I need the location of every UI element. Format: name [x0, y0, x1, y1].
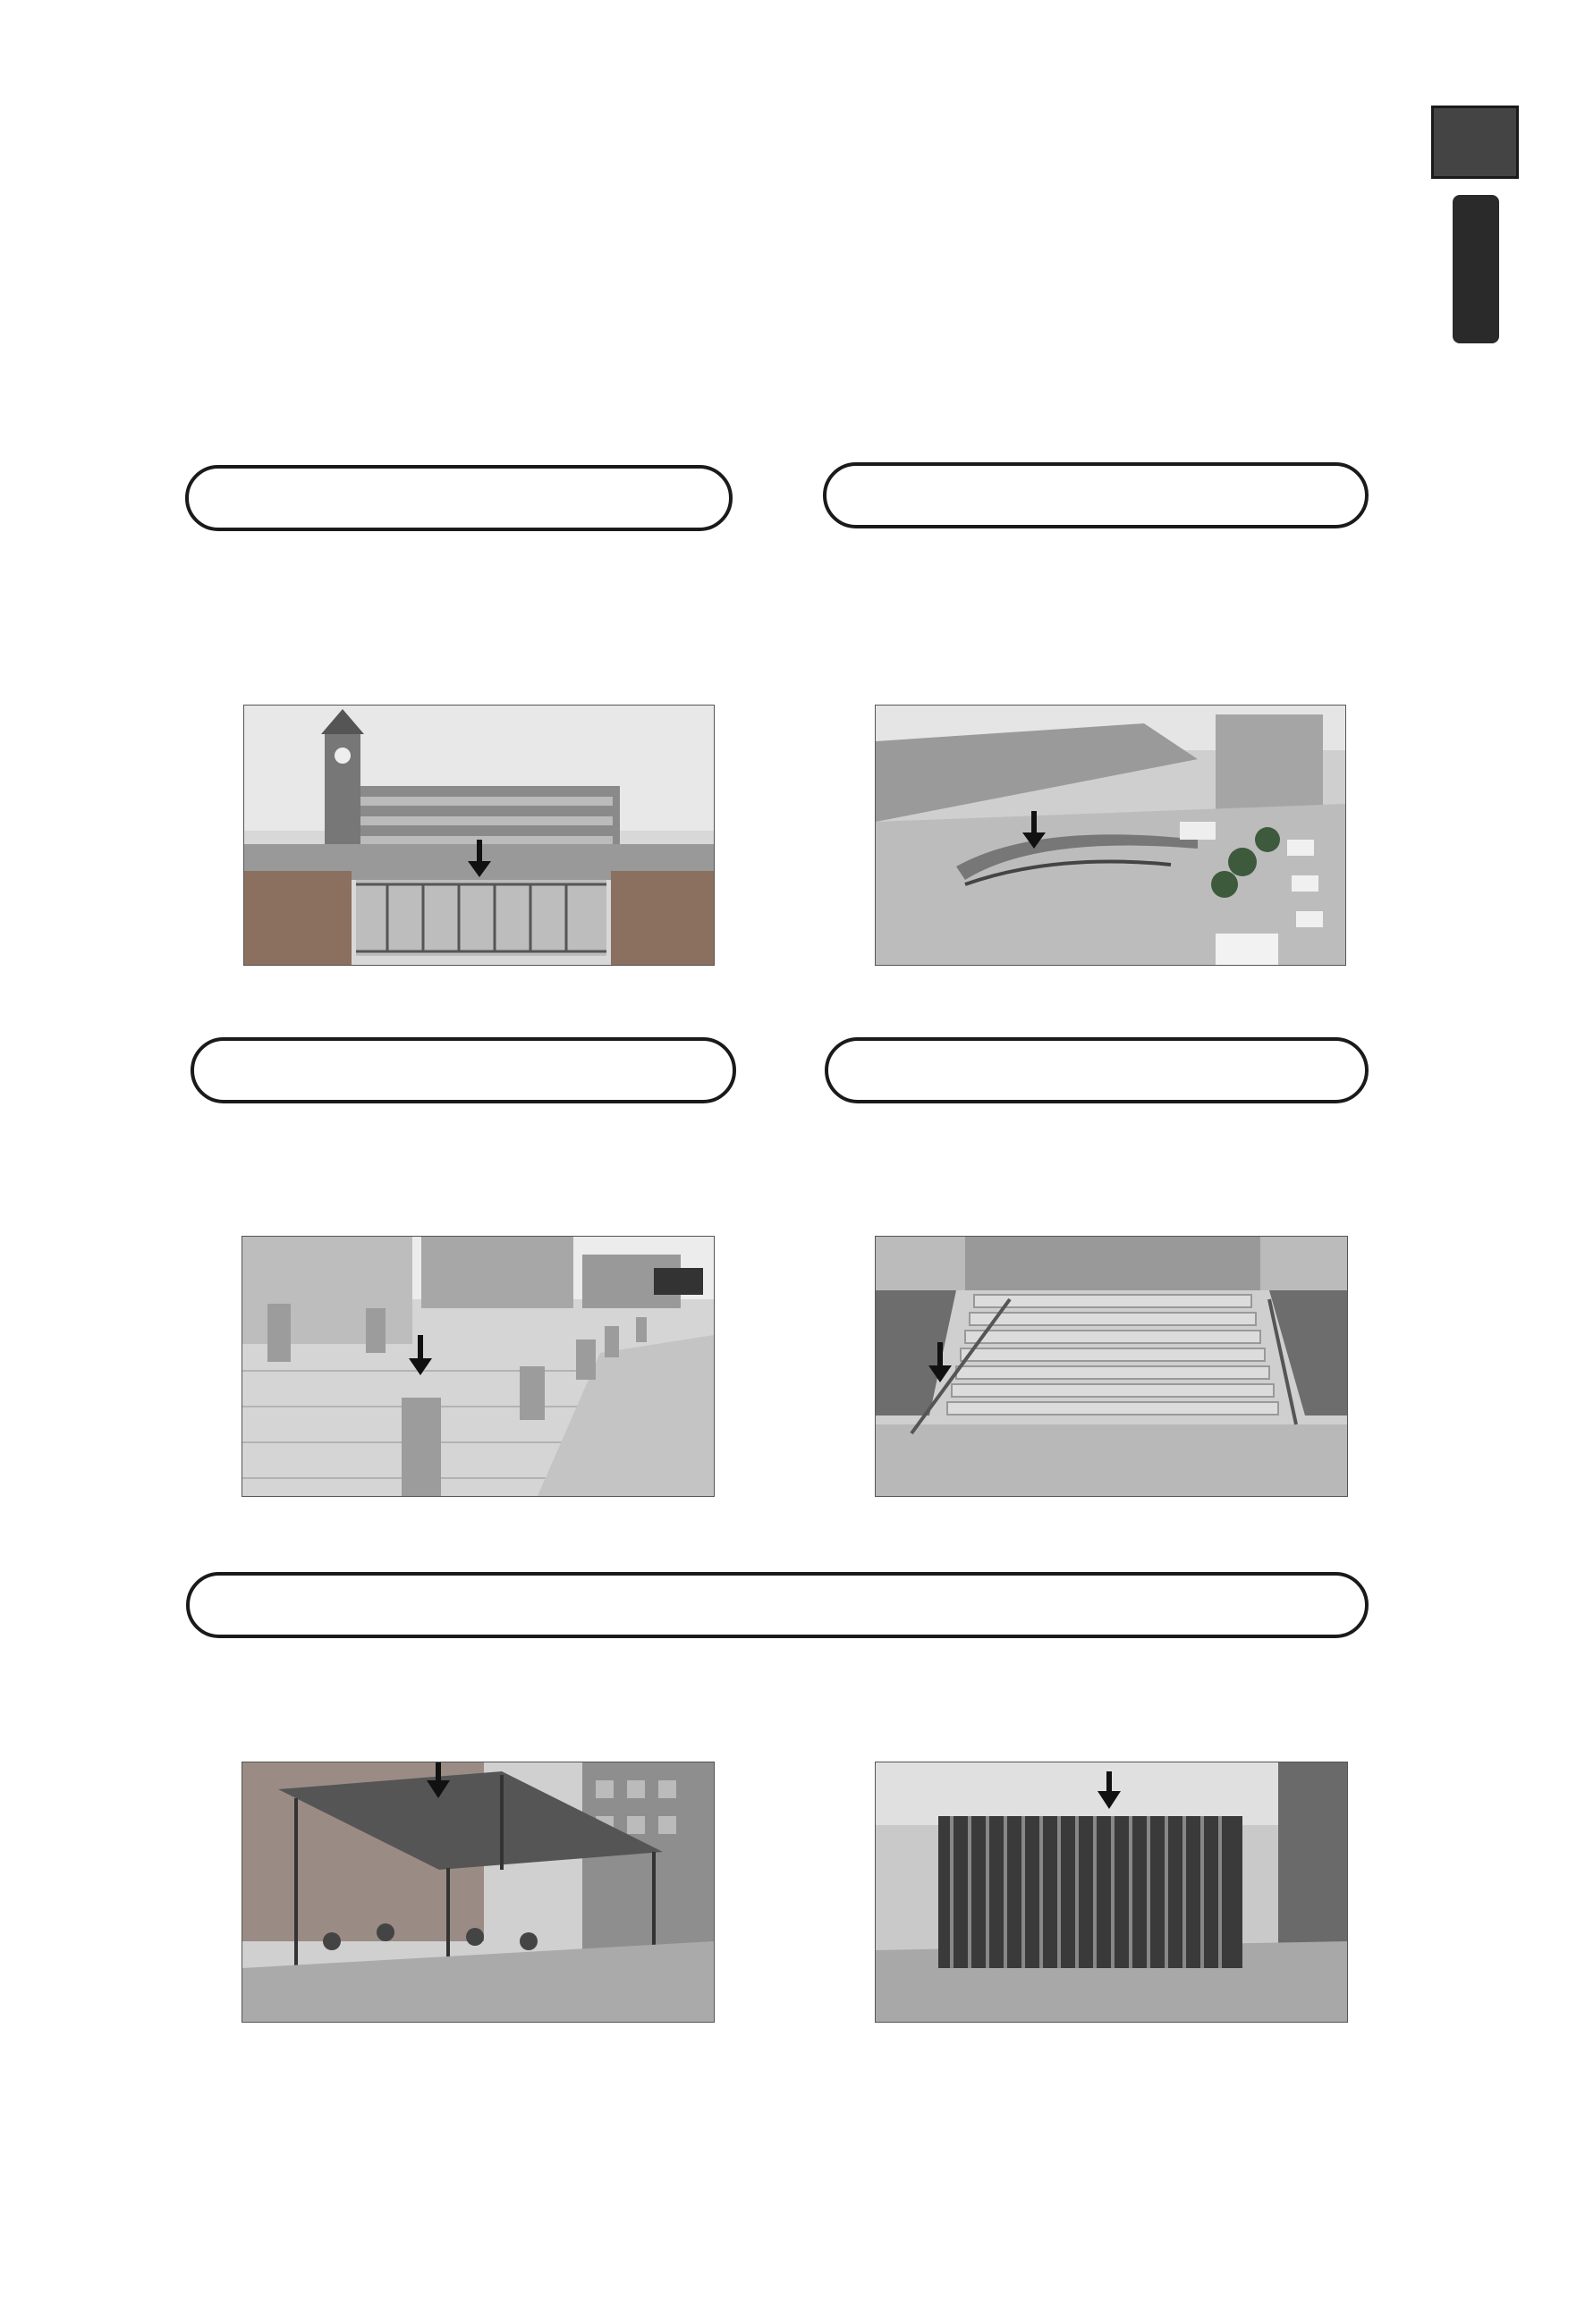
frame-left-border [139, 219, 151, 2083]
heading-station [823, 462, 1369, 528]
frame-top-border [134, 179, 1413, 215]
heading-school [185, 465, 733, 531]
heading-park [825, 1037, 1369, 1103]
awning-photo [242, 1762, 715, 2023]
bollard-photo [242, 1236, 715, 1497]
frame-bottom-border [134, 2091, 1413, 2126]
ac-unit-fence-photo [875, 1762, 1348, 2023]
bus-shelter-photo [875, 705, 1346, 966]
school-gate-photo [243, 705, 715, 966]
stair-handrail-photo [875, 1236, 1348, 1497]
heading-commercial [186, 1572, 1369, 1638]
mamechishiki-book-icon [1431, 106, 1519, 179]
mamechishiki-tag [1453, 195, 1499, 343]
frame-right-border [1397, 219, 1410, 2083]
heading-public-facility [191, 1037, 736, 1103]
